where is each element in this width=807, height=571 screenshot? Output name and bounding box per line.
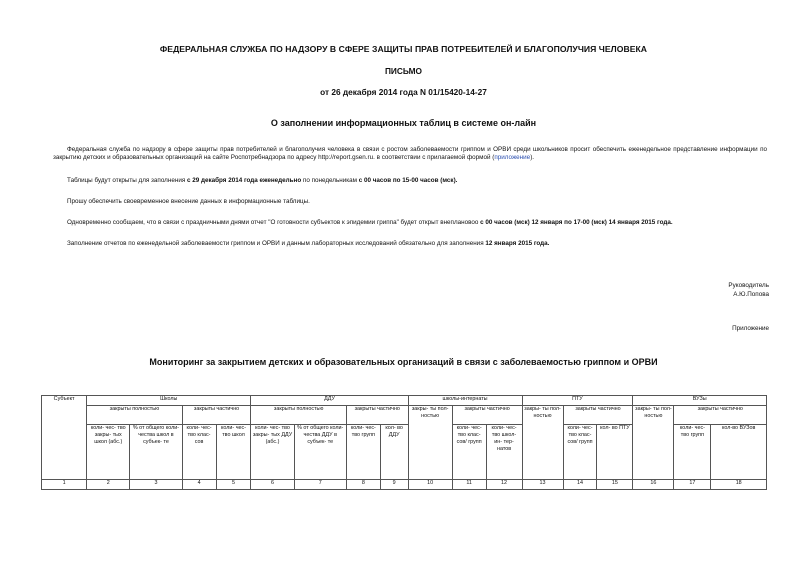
schools-closed-part: закрыты частично [182, 406, 251, 425]
header-cell: коли- чес- тво клас- сов [182, 425, 216, 480]
header-cell: коли- чес- тво закры- тых ДДУ (абс.) [251, 425, 294, 480]
column-number: 4 [182, 480, 216, 490]
header-cell: коли- чес- тво школ [216, 425, 251, 480]
document-subject: О заполнении информационных таблиц в системе он-лайн [270, 118, 537, 128]
vuz-closed-full: закры- ты пол- ностью [633, 406, 674, 480]
ddu-closed-full: закрыты полностью [251, 406, 346, 425]
column-number: 16 [633, 480, 674, 490]
paragraph-5: Заполнение отчетов по еженедельной заболеваемости гриппом и ОРВИ и данным лабораторных исследований обязательно для заполнения 12 января 2015 года. [67, 240, 550, 247]
signer-name: А.Ю.Попова [733, 291, 769, 298]
vuz-closed-part: закрыты частично [674, 406, 767, 425]
column-number: 14 [563, 480, 597, 490]
table-title: Мониторинг за закрытием детских и образовательных организаций в связи с заболеваемостью гриппом и ОРВИ [149, 357, 658, 367]
column-number: 6 [251, 480, 294, 490]
signature-block [728, 281, 769, 299]
table-header-row-1 [42, 396, 767, 406]
header-cell: коли- чес- тво закры- тых школ (абс.) [87, 425, 130, 480]
header-cell: коли- чес- тво клас- сов/ групп [563, 425, 597, 480]
ptu-closed-full: закры- ты пол- ностью [522, 406, 563, 480]
column-number: 17 [674, 480, 711, 490]
int-closed-part: закрыты частично [452, 406, 522, 425]
group-header-ddu: ДДУ [251, 396, 408, 406]
ddu-closed-part: закрыты частично [346, 406, 408, 425]
group-header-ptu: ПТУ [522, 396, 633, 406]
header-cell: коли- чес- тво групп [346, 425, 380, 480]
column-number: 12 [486, 480, 522, 490]
column-number: 10 [408, 480, 452, 490]
header-cell: кол- во ПТУ [597, 425, 633, 480]
column-number: 7 [294, 480, 346, 490]
column-number: 15 [597, 480, 633, 490]
header-cell: кол-во ВУЗов [711, 425, 767, 480]
column-number: 18 [711, 480, 767, 490]
header-cell: коли- чес- тво групп [674, 425, 711, 480]
column-number: 13 [522, 480, 563, 490]
header-cell: кол- во ДДУ [380, 425, 408, 480]
group-header-boarding-schools: школы-интернаты [408, 396, 522, 406]
paragraph-2: Таблицы будут открыты для заполнения с 29 декабря 2014 года еженедельно по понедельникам с 00 часов по 15-00 часов (мск). [67, 177, 458, 184]
column-number: 3 [130, 480, 182, 490]
column-number: 2 [87, 480, 130, 490]
header-cell: % от общего коли- чества ДДУ в субъек- те [294, 425, 346, 480]
schools-closed-full: закрыты полностью [87, 406, 182, 425]
column-number: 9 [380, 480, 408, 490]
signer-title: Руководитель [728, 282, 769, 289]
column-number: 5 [216, 480, 251, 490]
document-date-number: от 26 декабря 2014 года N 01/15420-14-27 [320, 87, 487, 97]
header-cell: % от общего коли- чества школ в субъек- те [130, 425, 182, 480]
monitoring-table [41, 395, 767, 490]
appendix-link[interactable]: приложение [494, 154, 531, 162]
column-number: 8 [346, 480, 380, 490]
group-header-universities: ВУЗы [633, 396, 767, 406]
paragraph-3: Прошу обеспечить своевременное внесение данных в информационные таблицы. [67, 198, 310, 205]
column-number: 1 [42, 480, 87, 490]
paragraph-1: Федеральная служба по надзору в сфере защиты прав потребителей и благополучия человека в связи с ростом заболеваемости гриппом и ОРВИ среди школьников просит обеспечить еженедельное представление информации по закрытию детских и образовательных организаций на сайте Роспотребнадзора по адресу http://report.gsen.ru. в соответствии с прилагаемой формой (приложение). [53, 146, 767, 162]
subject-header: Субъект [42, 396, 87, 480]
document-type: ПИСЬМО [384, 66, 423, 76]
ptu-closed-part: закрыты частично [563, 406, 633, 425]
appendix-label: Приложение [732, 325, 769, 332]
table-header-row-2 [42, 406, 767, 425]
column-number: 11 [452, 480, 486, 490]
table-number-row [42, 480, 767, 490]
paragraph-4: Одновременно сообщаем, что в связи с праздничными днями отчет "О готовности субъектов к эпидемии гриппа" будет открыт внеплановоо с 00 часов (мск) 12 января по 17-00 (мск) 14 января 2015 года. [67, 219, 673, 226]
group-header-schools: Школы [87, 396, 251, 406]
int-closed-full: закры- ты пол- ностью [408, 406, 452, 480]
header-cell: коли- чес- тво школ- ин- тер- натов [486, 425, 522, 480]
agency-title: ФЕДЕРАЛЬНАЯ СЛУЖБА ПО НАДЗОРУ В СФЕРЕ ЗАЩИТЫ ПРАВ ПОТРЕБИТЕЛЕЙ И БЛАГОПОЛУЧИЯ ЧЕЛОВЕКА [159, 44, 648, 54]
header-cell: коли- чес- тво клас- сов/ групп [452, 425, 486, 480]
